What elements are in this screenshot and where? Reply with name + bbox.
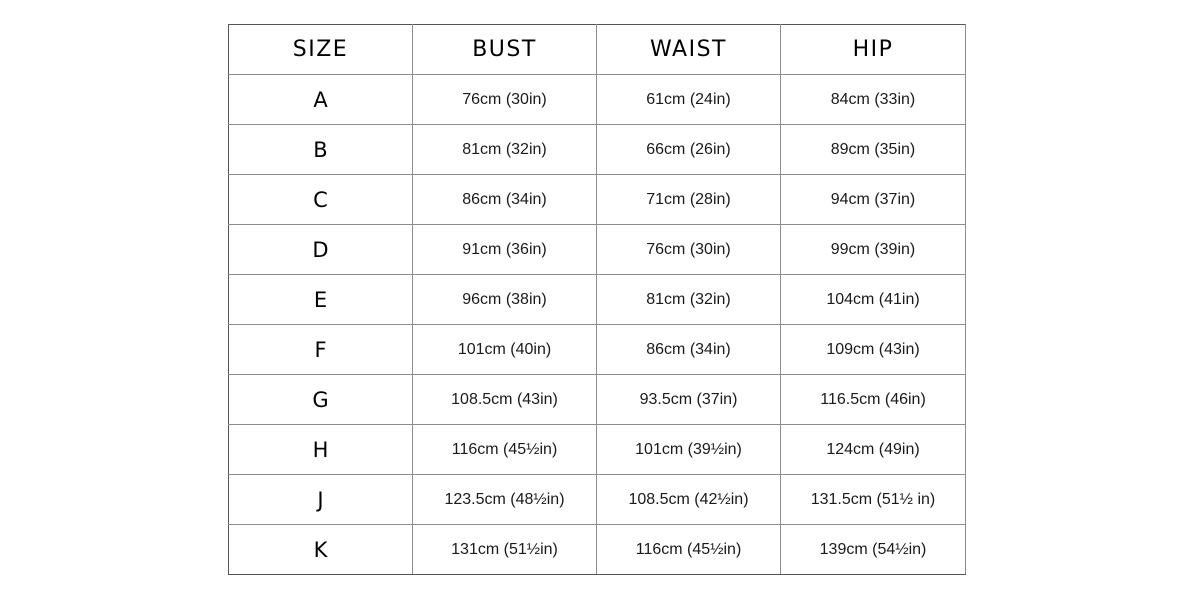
waist-cell: 81cm (32in) [597, 275, 781, 325]
waist-cell: 116cm (45½in) [597, 525, 781, 575]
table-row [229, 425, 966, 475]
size-cell: C [229, 175, 413, 225]
hip-cell: 139cm (54½in) [781, 525, 966, 575]
size-cell: G [229, 375, 413, 425]
bust-cell: 86cm (34in) [413, 175, 597, 225]
header-waist: WAIST [597, 25, 781, 75]
bust-cell: 116cm (45½in) [413, 425, 597, 475]
header-hip: HIP [781, 25, 966, 75]
header-bust: BUST [413, 25, 597, 75]
size-cell: A [229, 75, 413, 125]
size-cell: J [229, 475, 413, 525]
table-row [229, 75, 966, 125]
size-cell: D [229, 225, 413, 275]
header-row [229, 25, 966, 75]
table-row [229, 175, 966, 225]
bust-cell: 123.5cm (48½in) [413, 475, 597, 525]
hip-cell: 109cm (43in) [781, 325, 966, 375]
bust-cell: 76cm (30in) [413, 75, 597, 125]
bust-cell: 108.5cm (43in) [413, 375, 597, 425]
hip-cell: 94cm (37in) [781, 175, 966, 225]
waist-cell: 71cm (28in) [597, 175, 781, 225]
table-row [229, 475, 966, 525]
hip-cell: 89cm (35in) [781, 125, 966, 175]
hip-cell: 99cm (39in) [781, 225, 966, 275]
waist-cell: 61cm (24in) [597, 75, 781, 125]
bust-cell: 81cm (32in) [413, 125, 597, 175]
bust-cell: 91cm (36in) [413, 225, 597, 275]
table-row [229, 275, 966, 325]
waist-cell: 66cm (26in) [597, 125, 781, 175]
bust-cell: 131cm (51½in) [413, 525, 597, 575]
table-row [229, 375, 966, 425]
table-row [229, 125, 966, 175]
hip-cell: 124cm (49in) [781, 425, 966, 475]
hip-cell: 116.5cm (46in) [781, 375, 966, 425]
table-row [229, 225, 966, 275]
waist-cell: 93.5cm (37in) [597, 375, 781, 425]
table-row [229, 325, 966, 375]
table-row [229, 525, 966, 575]
size-cell: F [229, 325, 413, 375]
waist-cell: 86cm (34in) [597, 325, 781, 375]
size-chart-table [228, 24, 966, 575]
waist-cell: 101cm (39½in) [597, 425, 781, 475]
waist-cell: 108.5cm (42½in) [597, 475, 781, 525]
size-cell: B [229, 125, 413, 175]
waist-cell: 76cm (30in) [597, 225, 781, 275]
size-cell: H [229, 425, 413, 475]
bust-cell: 96cm (38in) [413, 275, 597, 325]
hip-cell: 84cm (33in) [781, 75, 966, 125]
hip-cell: 104cm (41in) [781, 275, 966, 325]
size-cell: E [229, 275, 413, 325]
bust-cell: 101cm (40in) [413, 325, 597, 375]
size-cell: K [229, 525, 413, 575]
header-size: SIZE [229, 25, 413, 75]
hip-cell: 131.5cm (51½ in) [781, 475, 966, 525]
